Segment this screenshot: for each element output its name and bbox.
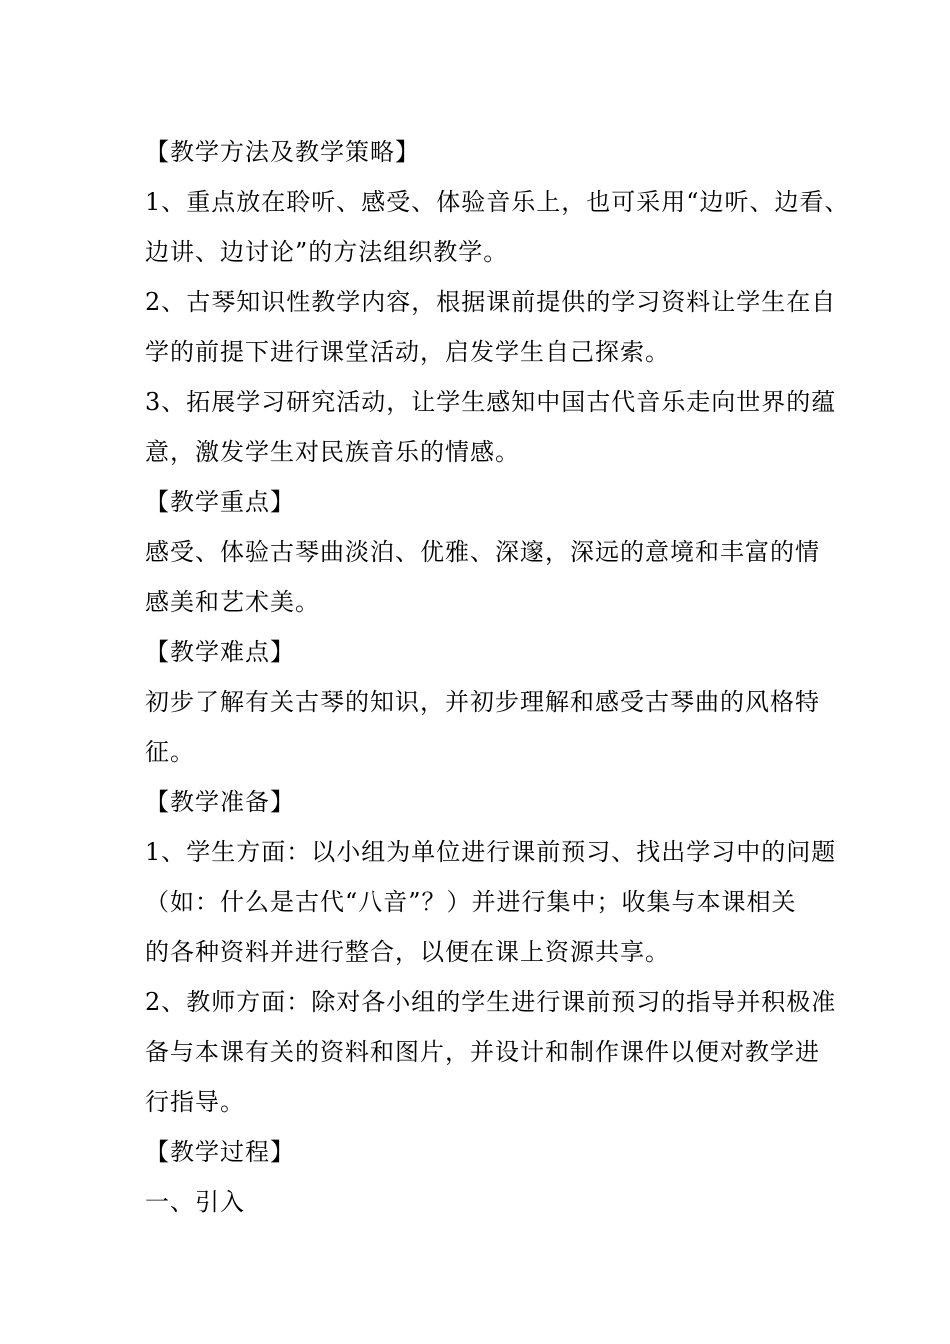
paragraph-line: 初步了解有关古琴的知识，并初步理解和感受古琴曲的风格特: [145, 688, 820, 716]
paragraph-line: 3、拓展学习研究活动，让学生感知中国古代音乐走向世界的蕴: [145, 388, 837, 416]
paragraph-line: 备与本课有关的资料和图片，并设计和制作课件以便对教学进: [145, 1038, 820, 1066]
heading-teaching-process: 【教学过程】: [145, 1138, 295, 1166]
paragraph-line: 边讲、边讨论”的方法组织教学。: [145, 238, 509, 266]
paragraph-line: 感受、体验古琴曲淡泊、优雅、深邃，深远的意境和丰富的情: [145, 538, 820, 566]
document-body: [145, 127, 850, 1227]
paragraph-line: 2、教师方面：除对各小组的学生进行课前预习的指导并积极准: [145, 988, 837, 1016]
paragraph-line: 1、重点放在聆听、感受、体验音乐上，也可采用“边听、边看、: [145, 188, 850, 216]
heading-difficulties: 【教学难点】: [145, 638, 295, 666]
paragraph-line: 感美和艺术美。: [145, 588, 320, 616]
heading-teaching-methods: 【教学方法及教学策略】: [145, 138, 420, 166]
heading-key-points: 【教学重点】: [145, 488, 295, 516]
section-title-introduction: 一、引入: [145, 1188, 245, 1216]
paragraph-line: 学的前提下进行课堂活动，启发学生自己探索。: [145, 338, 670, 366]
heading-preparation: 【教学准备】: [145, 788, 295, 816]
paragraph-line: 1、学生方面：以小组为单位进行课前预习、找出学习中的问题: [145, 838, 837, 866]
paragraph-line: 意，激发学生对民族音乐的情感。: [145, 438, 520, 466]
paragraph-line: 的各种资料并进行整合，以便在课上资源共享。: [145, 938, 670, 966]
paragraph-line: 征。: [145, 738, 195, 766]
paragraph-line: 行指导。: [145, 1088, 245, 1116]
paragraph-line: 2、古琴知识性教学内容，根据课前提供的学习资料让学生在自: [145, 288, 837, 316]
paragraph-line: （如：什么是古代“八音”？）并进行集中；收集与本课相关: [145, 888, 797, 916]
